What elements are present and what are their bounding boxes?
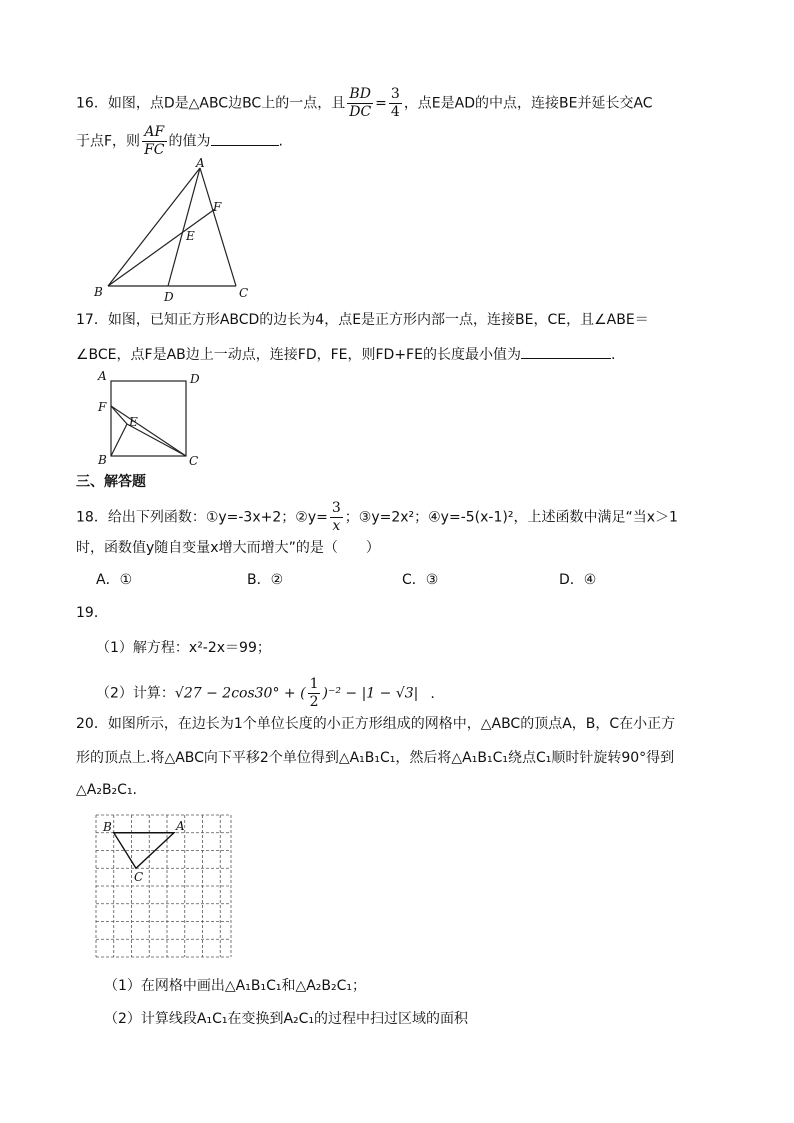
q17-text: ∠BCE，点F是AB边上一动点，连接FD，FE，则FD+FE的长度最小值为 — [76, 347, 521, 363]
q18-line2: 时，函数值y随自变量x增大而增大”的是（ ） — [76, 540, 380, 556]
q16-q-num: AF — [142, 124, 166, 142]
q16-triangle-figure — [88, 158, 258, 304]
q20-label-b: B — [103, 820, 112, 834]
q17-label-b: B — [98, 453, 107, 467]
q19-title: 19． — [76, 605, 108, 621]
q17-answer-blank[interactable] — [521, 344, 611, 359]
q16-val-num: 3 — [390, 86, 400, 102]
q18-option-a[interactable]: A．① — [96, 572, 133, 588]
q17-line1: 17．如图，已知正方形ABCD的边长为4，点E是正方形内部一点，连接BE，CE，且∠ABE＝ — [76, 312, 649, 328]
q19-half — [308, 676, 321, 711]
q18-option-b[interactable]: B．② — [247, 572, 284, 588]
q18-line1 — [76, 500, 678, 535]
q19-half-num: 1 — [309, 676, 319, 692]
q18-f-den: x — [332, 518, 341, 534]
q16-label-c: C — [239, 286, 249, 300]
q18-text-a: 18．给出下列函数：①y=-3x+2；②y= — [76, 509, 328, 526]
q20-part1: （1）在网格中画出△A₁B₁C₁和△A₂B₂C₁； — [104, 978, 367, 994]
q20-label-c: C — [134, 870, 144, 884]
q16-ratio-af-fc — [142, 124, 166, 159]
q16-frac-num: BD — [347, 86, 373, 104]
q16-ratio-value — [389, 86, 402, 121]
q19-part1: （1）解方程：x²-2x＝99； — [96, 640, 271, 656]
q20-part2: （2）计算线段A₁C₁在变换到A₂C₁的过程中扫过区域的面积 — [104, 1011, 469, 1027]
q16-label-f: F — [213, 200, 222, 214]
q16-label-e: E — [186, 229, 195, 243]
q17-end: . — [610, 347, 616, 363]
q16-text-c: 于点F，则 — [76, 133, 141, 150]
q16-eq: = — [375, 95, 387, 112]
q16-answer-blank[interactable] — [211, 131, 279, 146]
q16-frac-den: DC — [349, 104, 372, 120]
q20-label-a: A — [176, 819, 185, 833]
q16-label-b: B — [94, 285, 103, 299]
q17-label-c: C — [189, 454, 199, 468]
q16-val-den: 4 — [390, 104, 400, 120]
q17-label-a: A — [98, 369, 107, 383]
q20-line1: 20．如图所示，在边长为1个单位长度的小正方形组成的网格中，△ABC的顶点A，B，C在小正方 — [76, 716, 676, 732]
q16-line1 — [76, 86, 653, 121]
q16-ratio-bd-dc — [347, 86, 373, 121]
q20-grid-figure — [92, 812, 238, 962]
q16-end: . — [278, 133, 283, 150]
q19-part2 — [96, 676, 435, 711]
q18-option-c[interactable]: C．③ — [402, 572, 439, 588]
q16-line2 — [76, 124, 283, 159]
q16-q-den: FC — [144, 142, 165, 158]
q16-text-d: 的值为 — [168, 133, 211, 150]
q19-part2-label: （2）计算： — [96, 685, 175, 702]
q17-label-e: E — [129, 415, 138, 429]
q18-option-d[interactable]: D．④ — [559, 572, 597, 588]
q18-text-b: ；③y=2x²；④y=-5(x-1)²，上述函数中满足“当x＞1 — [344, 509, 678, 526]
q17-label-f: F — [98, 400, 107, 414]
q20-line3: △A₂B₂C₁. — [76, 782, 138, 798]
q16-text-b: ，点E是AD的中点，连接BE并延长交AC — [403, 95, 653, 112]
q17-label-d: D — [190, 372, 200, 386]
q16-label-a: A — [196, 158, 205, 170]
q19-expr-b: )⁻² − |1 − √3| — [322, 685, 419, 702]
q16-text-a: 16．如图，点D是△ABC边BC上的一点，且 — [76, 95, 346, 112]
q19-half-den: 2 — [309, 694, 319, 710]
q20-line2: 形的顶点上.将△ABC向下平移2个单位得到△A₁B₁C₁，然后将△A₁B₁C₁绕点C₁顺时针旋转90°得到 — [76, 750, 675, 766]
q17-square-figure — [94, 368, 206, 468]
q16-label-d: D — [164, 290, 174, 304]
q19-end: . — [430, 685, 435, 702]
q18-fraction — [330, 500, 343, 535]
q19-expr-a: √27 − 2cos30° + ( — [174, 685, 306, 702]
q18-f-num: 3 — [331, 500, 341, 516]
q17-line2 — [76, 344, 615, 362]
section-heading: 三、解答题 — [76, 474, 146, 490]
